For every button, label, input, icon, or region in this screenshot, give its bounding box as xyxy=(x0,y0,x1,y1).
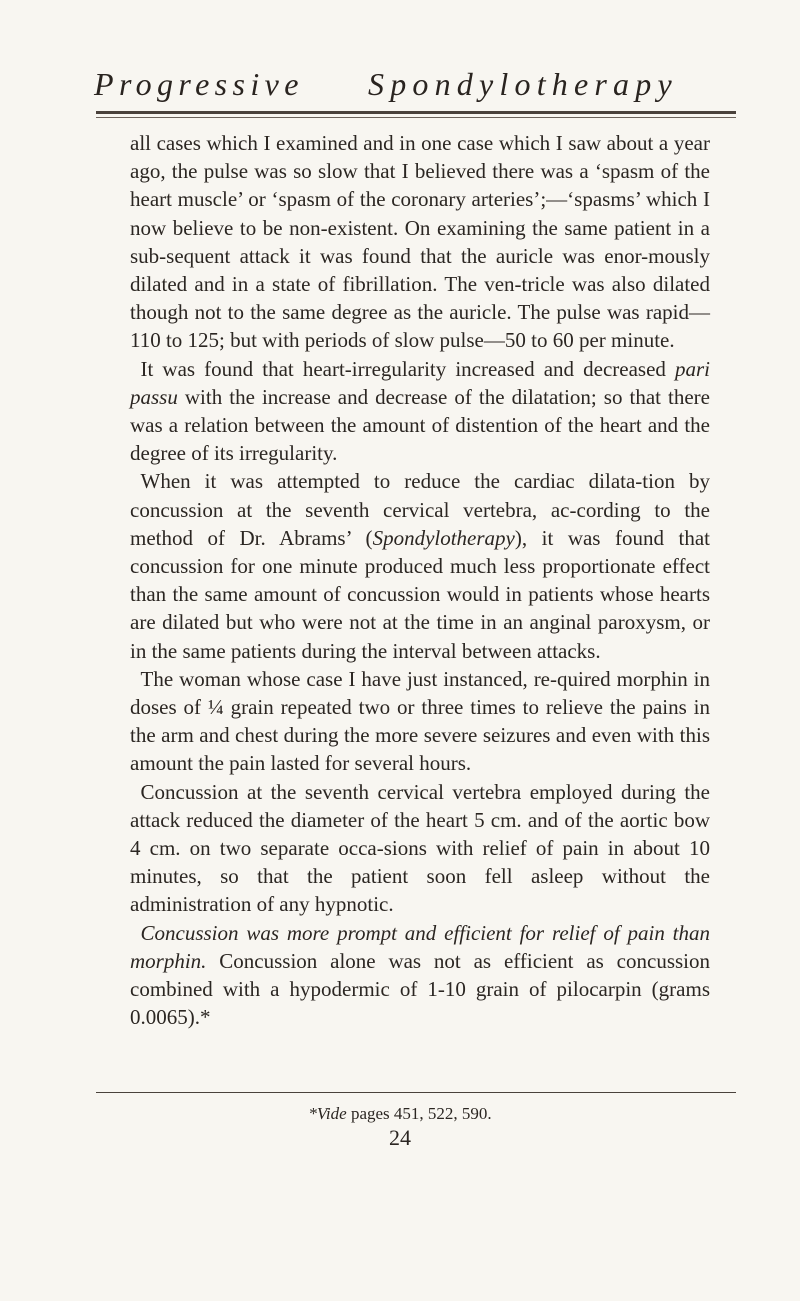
paragraph-2-text-b: with the increase and decrease of the dilatation; so that there was a relation between the amount of distention of the heart and the degree of its irregularity. xyxy=(130,384,710,466)
footnote xyxy=(0,1104,800,1124)
paragraph-5-text: Concussion at the seventh cervical vertebra employed during the attack reduced the diameter of the heart 5 cm. and of the aortic bow 4 cm. on two separate occa-sions with relief of pain in about 10 minutes, so that the patient soon fell asleep without the administration of any hypnotic. xyxy=(130,779,710,917)
paragraph-3-text-b: ), it was found that concussion for one minute produced much less proportionate effect than the same amount of concussion would in patients whose hearts are dilated but who were not at the time in an anginal paroxysm, or in the same patients during the interval between attacks. xyxy=(130,525,710,663)
paragraph-4 xyxy=(130,665,710,778)
paragraph-6-italic: Concussion was more prompt and efficient for relief of pain than morphin. xyxy=(130,920,710,973)
footnote-mark: *Vide xyxy=(308,1104,347,1123)
paragraph-2-italic: pari passu xyxy=(130,356,711,409)
paragraph-6-text: Concussion alone was not as efficient as concussion combined with a hypodermic of 1-10 grain of pilocarpin (grams 0.0065).* xyxy=(130,948,711,1030)
body-text xyxy=(130,129,710,1032)
paragraph-3-italic: Spondylotherapy xyxy=(372,525,515,550)
running-head-word-2: Spondylotherapy xyxy=(368,66,678,102)
paragraph-4-text: The woman whose case I have just instanced, re-quired morphin in doses of ¼ grain repeated two or three times to relieve the pains in the arm and chest during the more severe seizures and even with this amount the pain lasted for several hours. xyxy=(130,666,710,776)
running-head xyxy=(94,66,734,110)
paragraph-6 xyxy=(130,919,710,1032)
running-head-word-1: Progressive xyxy=(94,66,304,102)
footnote-rule xyxy=(96,1092,736,1093)
footnote-text: pages 451, 522, 590. xyxy=(346,1104,492,1123)
paragraph-1: all cases which I examined and in one case which I saw about a year ago, the pulse was so slow that I believed there was a ‘spasm of the heart muscle’ or ‘spasm of the coronary arteries’;—‘spasms’ which I now believe to be non-existent. On examining the same patient in a sub-sequent attack it was found that the auricle was enor-mously dilated and in a state of fibrillation. The ven-tricle was also dilated though not to the same degree as the auricle. The pulse was rapid—110 to 125; but with periods of slow pulse—50 to 60 per minute. xyxy=(130,131,710,353)
paragraph-2-text-a: It was found that heart-irregularity increased and decreased xyxy=(140,356,666,381)
paragraph-3-text-a: When it was attempted to reduce the cardiac dilata-tion by concussion at the seventh cervical vertebra, ac-cording to the method of Dr. Abrams’ ( xyxy=(130,469,710,550)
page-number: 24 xyxy=(389,1125,411,1150)
paragraph-2 xyxy=(130,355,710,468)
header-rule-thin xyxy=(96,117,736,118)
header-rule-thick xyxy=(96,111,736,114)
paragraph-3 xyxy=(130,467,710,664)
paragraph-5 xyxy=(130,778,710,919)
